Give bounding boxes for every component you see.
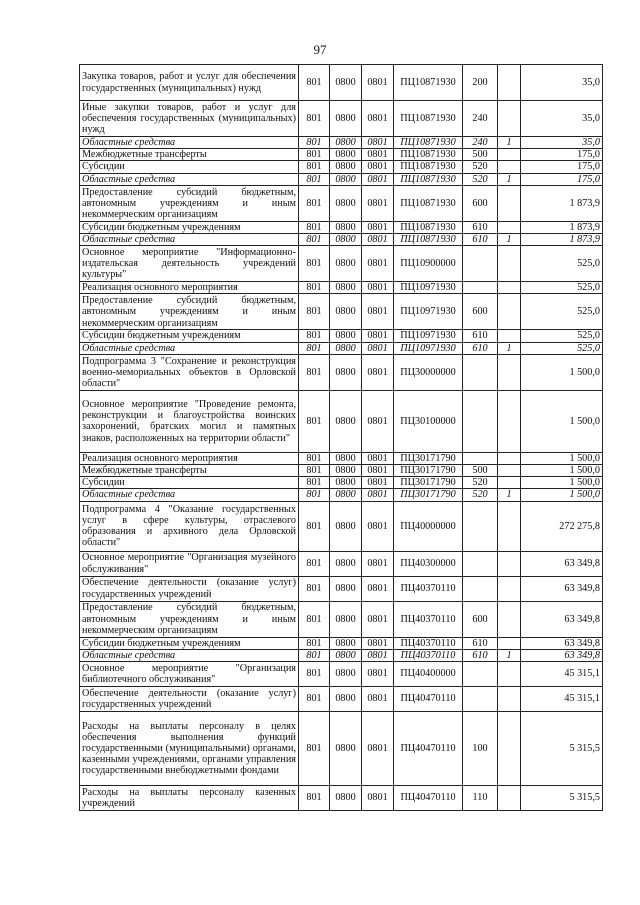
cell-funding-source — [498, 149, 521, 161]
cell-expense-type: 500 — [463, 465, 498, 477]
cell-target-article: ПЦ10971930 — [394, 294, 463, 330]
row-name: Субсидии бюджетным учреждениям — [80, 221, 299, 233]
cell-subsection: 0801 — [362, 185, 394, 221]
cell-subsection: 0801 — [362, 712, 394, 786]
cell-grbs: 801 — [299, 477, 330, 489]
cell-amount: 45 315,1 — [521, 687, 603, 712]
cell-funding-source — [498, 330, 521, 342]
cell-amount: 1 873,9 — [521, 185, 603, 221]
cell-grbs: 801 — [299, 354, 330, 390]
cell-expense-type — [463, 662, 498, 687]
table-row — [80, 465, 603, 477]
cell-amount: 63 349,8 — [521, 637, 603, 649]
cell-expense-type — [463, 576, 498, 601]
cell-amount: 1 500,0 — [521, 452, 603, 464]
table-row — [80, 173, 603, 185]
cell-amount: 63 349,8 — [521, 649, 603, 661]
cell-target-article: ПЦ10900000 — [394, 246, 463, 282]
cell-grbs: 801 — [299, 234, 330, 246]
cell-funding-source — [498, 662, 521, 687]
table-row — [80, 330, 603, 342]
cell-funding-source: 1 — [498, 234, 521, 246]
cell-target-article: ПЦ40300000 — [394, 551, 463, 576]
cell-subsection: 0801 — [362, 65, 394, 101]
table-row — [80, 246, 603, 282]
cell-funding-source — [498, 161, 521, 173]
cell-target-article: ПЦ40470110 — [394, 687, 463, 712]
row-name: Обеспечение деятельности (оказание услуг) государственных учреждений — [80, 576, 299, 601]
cell-funding-source — [498, 712, 521, 786]
cell-expense-type — [463, 452, 498, 464]
cell-funding-source — [498, 452, 521, 464]
cell-target-article: ПЦ10871930 — [394, 149, 463, 161]
cell-expense-type — [463, 246, 498, 282]
cell-subsection: 0801 — [362, 282, 394, 294]
cell-expense-type — [463, 687, 498, 712]
cell-amount: 63 349,8 — [521, 601, 603, 637]
cell-amount: 1 500,0 — [521, 354, 603, 390]
cell-target-article: ПЦ40400000 — [394, 662, 463, 687]
table-row — [80, 601, 603, 637]
cell-target-article: ПЦ40000000 — [394, 501, 463, 551]
cell-target-article: ПЦ40470110 — [394, 786, 463, 811]
cell-target-article: ПЦ30171790 — [394, 465, 463, 477]
cell-section: 0800 — [330, 551, 362, 576]
cell-expense-type — [463, 390, 498, 452]
cell-section: 0800 — [330, 185, 362, 221]
row-name: Предоставление субсидий бюджетным, автономным учреждениям и иным некоммерческим организациям — [80, 601, 299, 637]
cell-subsection: 0801 — [362, 354, 394, 390]
row-name: Основное мероприятие "Проведение ремонта, реконструкции и благоустройства воинских захоронений, братских могил и памятных знаков, расположенных на территории области" — [80, 390, 299, 452]
cell-subsection: 0801 — [362, 342, 394, 354]
cell-amount: 525,0 — [521, 330, 603, 342]
cell-amount: 63 349,8 — [521, 551, 603, 576]
cell-subsection: 0801 — [362, 786, 394, 811]
cell-subsection: 0801 — [362, 649, 394, 661]
row-name: Основное мероприятие "Информационно-издательская деятельность учреждений культуры" — [80, 246, 299, 282]
cell-funding-source — [498, 294, 521, 330]
cell-subsection: 0801 — [362, 662, 394, 687]
table-row — [80, 662, 603, 687]
cell-grbs: 801 — [299, 452, 330, 464]
cell-section: 0800 — [330, 501, 362, 551]
table-row — [80, 452, 603, 464]
row-name: Основное мероприятие "Организация библиотечного обслуживания" — [80, 662, 299, 687]
cell-subsection: 0801 — [362, 465, 394, 477]
cell-grbs: 801 — [299, 149, 330, 161]
table-row — [80, 501, 603, 551]
cell-grbs: 801 — [299, 185, 330, 221]
cell-grbs: 801 — [299, 465, 330, 477]
table-row — [80, 137, 603, 149]
cell-funding-source — [498, 282, 521, 294]
cell-grbs: 801 — [299, 161, 330, 173]
table-row — [80, 149, 603, 161]
cell-funding-source — [498, 786, 521, 811]
cell-amount: 5 315,5 — [521, 786, 603, 811]
cell-subsection: 0801 — [362, 137, 394, 149]
row-name: Субсидии — [80, 477, 299, 489]
cell-amount: 175,0 — [521, 149, 603, 161]
row-name: Реализация основного мероприятия — [80, 452, 299, 464]
row-name: Межбюджетные трансферты — [80, 465, 299, 477]
cell-section: 0800 — [330, 234, 362, 246]
cell-amount: 525,0 — [521, 342, 603, 354]
cell-target-article: ПЦ10871930 — [394, 221, 463, 233]
cell-funding-source: 1 — [498, 489, 521, 501]
table-row — [80, 65, 603, 101]
cell-funding-source — [498, 65, 521, 101]
cell-section: 0800 — [330, 687, 362, 712]
row-name: Областные средства — [80, 649, 299, 661]
row-name: Обеспечение деятельности (оказание услуг) государственных учреждений — [80, 687, 299, 712]
cell-grbs: 801 — [299, 501, 330, 551]
table-row — [80, 390, 603, 452]
cell-funding-source — [498, 576, 521, 601]
table-row — [80, 637, 603, 649]
cell-section: 0800 — [330, 712, 362, 786]
cell-funding-source — [498, 601, 521, 637]
cell-grbs: 801 — [299, 390, 330, 452]
row-name: Основное мероприятие "Организация музейного обслуживания" — [80, 551, 299, 576]
cell-expense-type: 520 — [463, 477, 498, 489]
cell-expense-type: 610 — [463, 342, 498, 354]
cell-subsection: 0801 — [362, 489, 394, 501]
cell-funding-source — [498, 246, 521, 282]
cell-expense-type: 610 — [463, 649, 498, 661]
cell-target-article: ПЦ40370110 — [394, 601, 463, 637]
cell-subsection: 0801 — [362, 234, 394, 246]
cell-grbs: 801 — [299, 294, 330, 330]
cell-funding-source — [498, 101, 521, 137]
cell-expense-type: 600 — [463, 294, 498, 330]
cell-expense-type: 520 — [463, 173, 498, 185]
cell-amount: 1 500,0 — [521, 390, 603, 452]
cell-expense-type: 520 — [463, 161, 498, 173]
table-row — [80, 489, 603, 501]
cell-expense-type: 610 — [463, 221, 498, 233]
cell-subsection: 0801 — [362, 501, 394, 551]
cell-grbs: 801 — [299, 342, 330, 354]
cell-section: 0800 — [330, 649, 362, 661]
table-row — [80, 294, 603, 330]
cell-grbs: 801 — [299, 246, 330, 282]
cell-expense-type: 610 — [463, 234, 498, 246]
cell-section: 0800 — [330, 477, 362, 489]
row-name: Областные средства — [80, 137, 299, 149]
cell-funding-source — [498, 221, 521, 233]
cell-section: 0800 — [330, 246, 362, 282]
cell-amount: 175,0 — [521, 173, 603, 185]
cell-grbs: 801 — [299, 662, 330, 687]
cell-expense-type: 610 — [463, 637, 498, 649]
cell-section: 0800 — [330, 294, 362, 330]
cell-section: 0800 — [330, 101, 362, 137]
cell-subsection: 0801 — [362, 637, 394, 649]
cell-expense-type: 240 — [463, 137, 498, 149]
cell-section: 0800 — [330, 354, 362, 390]
cell-amount: 5 315,5 — [521, 712, 603, 786]
cell-expense-type — [463, 282, 498, 294]
cell-grbs: 801 — [299, 786, 330, 811]
cell-grbs: 801 — [299, 489, 330, 501]
cell-target-article: ПЦ10871930 — [394, 65, 463, 101]
cell-grbs: 801 — [299, 101, 330, 137]
cell-target-article: ПЦ10971930 — [394, 342, 463, 354]
cell-section: 0800 — [330, 601, 362, 637]
cell-subsection: 0801 — [362, 173, 394, 185]
table-row — [80, 576, 603, 601]
row-name: Областные средства — [80, 173, 299, 185]
cell-grbs: 801 — [299, 137, 330, 149]
cell-expense-type: 500 — [463, 149, 498, 161]
cell-expense-type: 100 — [463, 712, 498, 786]
cell-expense-type — [463, 551, 498, 576]
row-name: Подпрограмма 4 "Оказание государственных услуг в сфере культуры, отраслевого образования и архивного дела Орловской области" — [80, 501, 299, 551]
cell-subsection: 0801 — [362, 246, 394, 282]
cell-section: 0800 — [330, 489, 362, 501]
cell-amount: 35,0 — [521, 101, 603, 137]
cell-section: 0800 — [330, 465, 362, 477]
cell-subsection: 0801 — [362, 551, 394, 576]
cell-funding-source — [498, 637, 521, 649]
cell-section: 0800 — [330, 576, 362, 601]
cell-subsection: 0801 — [362, 477, 394, 489]
cell-funding-source — [498, 465, 521, 477]
table-row — [80, 101, 603, 137]
cell-target-article: ПЦ40370110 — [394, 649, 463, 661]
cell-subsection: 0801 — [362, 221, 394, 233]
cell-section: 0800 — [330, 221, 362, 233]
row-name: Областные средства — [80, 489, 299, 501]
table-row — [80, 786, 603, 811]
cell-target-article: ПЦ10871930 — [394, 173, 463, 185]
cell-funding-source — [498, 687, 521, 712]
row-name: Подпрограмма 3 "Сохранение и реконструкция военно-мемориальных объектов в Орловской области" — [80, 354, 299, 390]
cell-section: 0800 — [330, 786, 362, 811]
row-name: Областные средства — [80, 342, 299, 354]
cell-funding-source: 1 — [498, 342, 521, 354]
cell-section: 0800 — [330, 342, 362, 354]
cell-subsection: 0801 — [362, 601, 394, 637]
cell-amount: 35,0 — [521, 137, 603, 149]
cell-funding-source — [498, 477, 521, 489]
cell-section: 0800 — [330, 282, 362, 294]
table-row — [80, 712, 603, 786]
cell-expense-type: 240 — [463, 101, 498, 137]
cell-target-article: ПЦ10971930 — [394, 330, 463, 342]
row-name: Реализация основного мероприятия — [80, 282, 299, 294]
cell-amount: 1 500,0 — [521, 477, 603, 489]
table-row — [80, 221, 603, 233]
cell-target-article: ПЦ30171790 — [394, 452, 463, 464]
cell-grbs: 801 — [299, 173, 330, 185]
cell-section: 0800 — [330, 330, 362, 342]
cell-amount: 175,0 — [521, 161, 603, 173]
cell-subsection: 0801 — [362, 687, 394, 712]
cell-target-article: ПЦ30000000 — [394, 354, 463, 390]
cell-subsection: 0801 — [362, 390, 394, 452]
cell-amount: 1 873,9 — [521, 234, 603, 246]
cell-grbs: 801 — [299, 330, 330, 342]
cell-expense-type: 600 — [463, 601, 498, 637]
row-name: Предоставление субсидий бюджетным, автономным учреждениям и иным некоммерческим организациям — [80, 294, 299, 330]
row-name: Расходы на выплаты персоналу в целях обеспечения выполнения функций государственными (муниципальными) органами, казенными учреждениями, органами управления государственными внебюджетными фондами — [80, 712, 299, 786]
row-name: Субсидии бюджетным учреждениям — [80, 637, 299, 649]
cell-grbs: 801 — [299, 601, 330, 637]
cell-expense-type: 600 — [463, 185, 498, 221]
table-row — [80, 161, 603, 173]
cell-amount: 525,0 — [521, 282, 603, 294]
cell-target-article: ПЦ10871930 — [394, 161, 463, 173]
cell-funding-source: 1 — [498, 173, 521, 185]
cell-amount: 525,0 — [521, 294, 603, 330]
cell-expense-type — [463, 354, 498, 390]
cell-section: 0800 — [330, 137, 362, 149]
cell-grbs: 801 — [299, 637, 330, 649]
table-row — [80, 687, 603, 712]
cell-target-article: ПЦ10871930 — [394, 185, 463, 221]
cell-grbs: 801 — [299, 687, 330, 712]
cell-target-article: ПЦ30171790 — [394, 489, 463, 501]
cell-grbs: 801 — [299, 576, 330, 601]
cell-target-article: ПЦ10871930 — [394, 101, 463, 137]
cell-section: 0800 — [330, 149, 362, 161]
cell-expense-type: 110 — [463, 786, 498, 811]
cell-funding-source — [498, 551, 521, 576]
table-row — [80, 354, 603, 390]
cell-amount: 35,0 — [521, 65, 603, 101]
row-name: Предоставление субсидий бюджетным, автономным учреждениям и иным некоммерческим организациям — [80, 185, 299, 221]
cell-funding-source: 1 — [498, 649, 521, 661]
cell-expense-type — [463, 501, 498, 551]
cell-target-article: ПЦ40370110 — [394, 576, 463, 601]
page-number: 97 — [313, 42, 327, 57]
row-name: Субсидии бюджетным учреждениям — [80, 330, 299, 342]
row-name: Субсидии — [80, 161, 299, 173]
cell-expense-type: 520 — [463, 489, 498, 501]
table-row — [80, 649, 603, 661]
row-name: Межбюджетные трансферты — [80, 149, 299, 161]
cell-target-article: ПЦ40370110 — [394, 637, 463, 649]
cell-grbs: 801 — [299, 282, 330, 294]
cell-grbs: 801 — [299, 649, 330, 661]
cell-amount: 525,0 — [521, 246, 603, 282]
row-name: Расходы на выплаты персоналу казенных учреждений — [80, 786, 299, 811]
table-row — [80, 185, 603, 221]
cell-funding-source: 1 — [498, 137, 521, 149]
cell-subsection: 0801 — [362, 149, 394, 161]
cell-subsection: 0801 — [362, 452, 394, 464]
cell-subsection: 0801 — [362, 294, 394, 330]
cell-target-article: ПЦ10871930 — [394, 137, 463, 149]
cell-amount: 272 275,8 — [521, 501, 603, 551]
cell-target-article: ПЦ10871930 — [394, 234, 463, 246]
row-name: Закупка товаров, работ и услуг для обеспечения государственных (муниципальных) нужд — [80, 65, 299, 101]
cell-funding-source — [498, 501, 521, 551]
cell-subsection: 0801 — [362, 330, 394, 342]
cell-expense-type: 610 — [463, 330, 498, 342]
cell-grbs: 801 — [299, 221, 330, 233]
cell-amount: 63 349,8 — [521, 576, 603, 601]
cell-target-article: ПЦ30100000 — [394, 390, 463, 452]
cell-section: 0800 — [330, 173, 362, 185]
table-row — [80, 282, 603, 294]
cell-amount: 1 500,0 — [521, 489, 603, 501]
cell-subsection: 0801 — [362, 576, 394, 601]
cell-amount: 1 873,9 — [521, 221, 603, 233]
cell-section: 0800 — [330, 65, 362, 101]
cell-section: 0800 — [330, 161, 362, 173]
table-row — [80, 234, 603, 246]
cell-funding-source — [498, 390, 521, 452]
cell-grbs: 801 — [299, 712, 330, 786]
row-name: Иные закупки товаров, работ и услуг для обеспечения государственных (муниципальных) нужд — [80, 101, 299, 137]
cell-funding-source — [498, 185, 521, 221]
cell-section: 0800 — [330, 390, 362, 452]
table-row — [80, 477, 603, 489]
cell-section: 0800 — [330, 662, 362, 687]
row-name: Областные средства — [80, 234, 299, 246]
cell-grbs: 801 — [299, 65, 330, 101]
cell-amount: 45 315,1 — [521, 662, 603, 687]
cell-funding-source — [498, 354, 521, 390]
cell-target-article: ПЦ40470110 — [394, 712, 463, 786]
cell-section: 0800 — [330, 637, 362, 649]
cell-expense-type: 200 — [463, 65, 498, 101]
cell-target-article: ПЦ10971930 — [394, 282, 463, 294]
table-row — [80, 342, 603, 354]
table-row — [80, 551, 603, 576]
cell-subsection: 0801 — [362, 161, 394, 173]
cell-subsection: 0801 — [362, 101, 394, 137]
cell-grbs: 801 — [299, 551, 330, 576]
budget-table — [79, 64, 603, 811]
cell-section: 0800 — [330, 452, 362, 464]
cell-amount: 1 500,0 — [521, 465, 603, 477]
cell-target-article: ПЦ30171790 — [394, 477, 463, 489]
